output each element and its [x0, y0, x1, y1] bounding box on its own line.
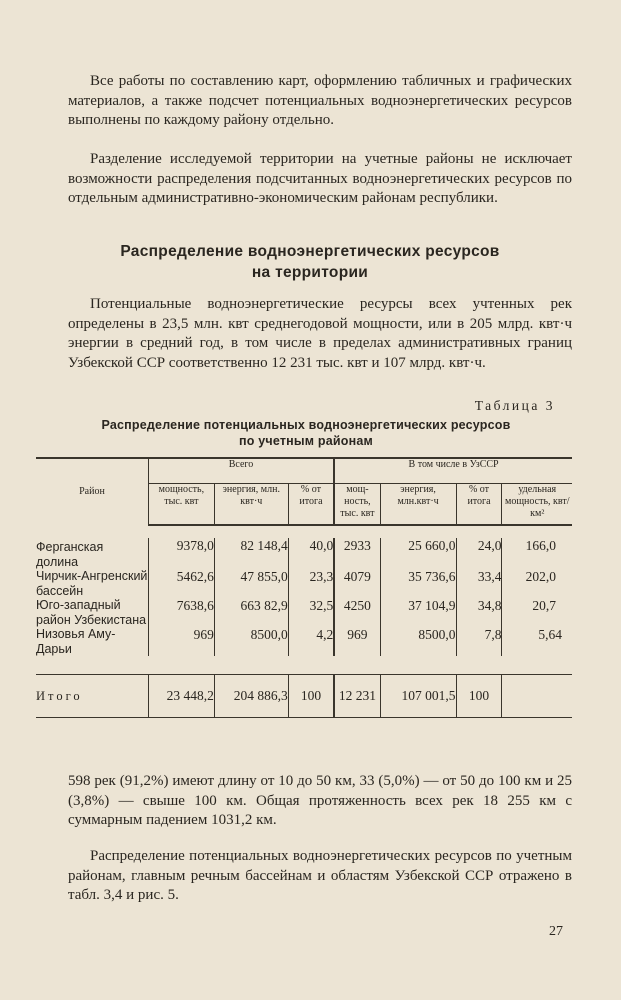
closing-paragraph-1: 598 рек (91,2%) имеют длину от 10 до 50 км, 33 (5,0%) — от 50 до 100 км и 25 (3,8%) — свыше 100 км. Общая протяженность всех рек 18 255 км с суммарным падением 1031,2 км. — [68, 773, 572, 828]
cell-energy: 663 82,9 — [214, 598, 288, 627]
table-title-line-1: Распределение потенциальных водноэнергетических ресурсов — [101, 418, 511, 432]
section-heading — [60, 241, 560, 283]
cell-energy-uz: 8500,0 — [380, 627, 456, 656]
section-heading-line-1: Распределение водноэнергетических ресурсов — [120, 243, 500, 260]
total-energy: 204 886,3 — [214, 675, 288, 718]
cell-pct-uz: 33,4 — [456, 569, 502, 598]
row-region-name: Низовья Аму-Дарьи — [36, 627, 116, 656]
cell-power-uz: 969 — [334, 627, 380, 656]
header-power: мощность, тыс. квт — [148, 484, 214, 526]
header-group-uzssr — [334, 458, 572, 484]
resources-table — [36, 457, 572, 718]
row-region-name: Ферганская долина — [36, 540, 104, 569]
table-row — [36, 627, 572, 656]
cell-energy-uz: 35 736,6 — [380, 569, 456, 598]
table-number: Таблица 3 — [474, 398, 555, 413]
cell-power: 969 — [148, 627, 214, 656]
header-energy: энергия, млн. квт·ч — [214, 484, 288, 526]
cell-energy: 82 148,4 — [214, 538, 288, 569]
cell-specific: 202,0 — [502, 569, 572, 598]
table-title-line-2: по учетным районам — [239, 434, 373, 448]
section-paragraph: Потенциальные водноэнергетические ресурсы всех учтенных рек определены в 23,5 млн. квт среднегодовой мощности, или в 205 млрд. квт·ч энергии в средний год, в том числе в пределах административных границ Узбекской ССР соответственно 12 231 тыс. квт и 107 млрд. квт·ч. — [68, 296, 572, 371]
cell-energy: 47 855,0 — [214, 569, 288, 598]
page-number: 27 — [549, 924, 563, 939]
cell-specific: 166,0 — [502, 538, 572, 569]
cell-pct-uz: 24,0 — [456, 538, 502, 569]
header-group-total-label: Всего — [228, 459, 254, 470]
cell-power: 9378,0 — [148, 538, 214, 569]
cell-power: 7638,6 — [148, 598, 214, 627]
table-row — [36, 538, 572, 569]
total-power: 23 448,2 — [148, 675, 214, 718]
total-label: Итого — [36, 675, 148, 718]
cell-pct: 23,3 — [288, 569, 334, 598]
table-total-row — [36, 675, 572, 718]
section-heading-line-2: на территории — [251, 264, 369, 281]
header-region — [36, 458, 148, 525]
header-power-uz: мощ-ность, тыс. квт — [334, 484, 380, 526]
cell-pct: 4,2 — [288, 627, 334, 656]
cell-pct-uz: 7,8 — [456, 627, 502, 656]
intro-paragraph-1: Все работы по составлению карт, оформлению табличных и графических материалов, а также подсчет потенциальных водноэнергетических ресурсов выполнены по каждому району отдельно. — [68, 73, 572, 128]
cell-energy: 8500,0 — [214, 627, 288, 656]
table-row — [36, 598, 572, 627]
row-region-name: Чирчик-Ангренский бассейн — [36, 569, 148, 598]
header-group-uzssr-label: В том числе в УзССР — [408, 459, 499, 470]
cell-pct-uz: 34,8 — [456, 598, 502, 627]
table-title — [36, 417, 576, 449]
total-specific — [502, 675, 572, 718]
header-specific: удельная мощность, квт/км² — [502, 484, 572, 526]
cell-power: 5462,6 — [148, 569, 214, 598]
intro-paragraph-2: Разделение исследуемой территории на учетные районы не исключает возможности распределения подсчитанных водноэнергетических ресурсов по отдельным административно-экономическим районам республики. — [68, 151, 572, 206]
cell-energy-uz: 25 660,0 — [380, 538, 456, 569]
header-region-label: Район — [79, 486, 105, 497]
closing-paragraph-2: Распределение потенциальных водноэнергетических ресурсов по учетным районам, главным речным бассейнам и областям Узбекской ССР отражено в табл. 3,4 и рис. 5. — [68, 848, 572, 903]
total-energy-uz: 107 001,5 — [380, 675, 456, 718]
total-power-uz: 12 231 — [334, 675, 380, 718]
cell-energy-uz: 37 104,9 — [380, 598, 456, 627]
header-group-total — [148, 458, 334, 484]
cell-power-uz: 4250 — [334, 598, 380, 627]
cell-pct: 32,5 — [288, 598, 334, 627]
total-pct-uz: 100 — [456, 675, 502, 718]
cell-specific: 20,7 — [502, 598, 572, 627]
header-pct: % от итога — [288, 484, 334, 526]
cell-power-uz: 2933 — [334, 538, 380, 569]
cell-specific: 5,64 — [502, 627, 572, 656]
row-region-name: Юго-западный район Узбекистана — [36, 598, 147, 627]
total-pct: 100 — [288, 675, 334, 718]
cell-power-uz: 4079 — [334, 569, 380, 598]
header-pct-uz: % от итога — [456, 484, 502, 526]
header-energy-uz: энергия, млн.квт·ч — [380, 484, 456, 526]
table-row — [36, 569, 572, 598]
cell-pct: 40,0 — [288, 538, 334, 569]
